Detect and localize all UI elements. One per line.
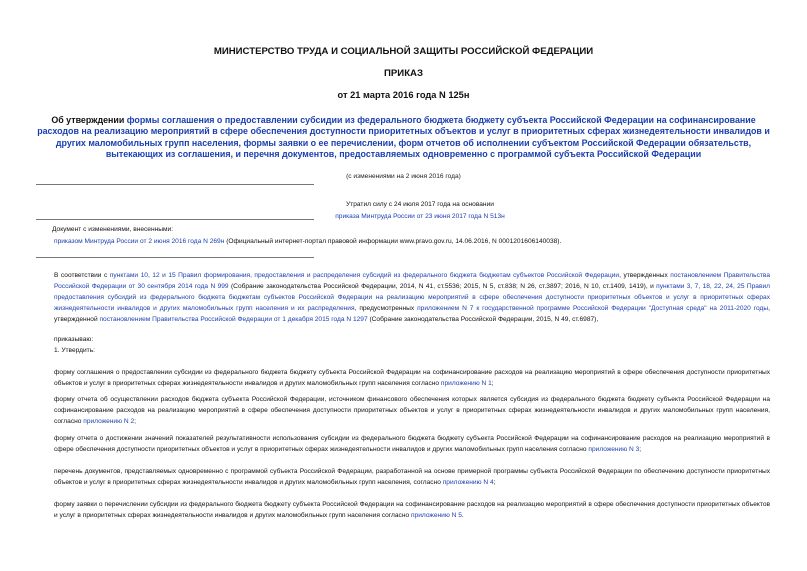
preamble-link[interactable]: пунктами 3, 7, 18, 22, 24, 25 Правил предоставления субсидий из федерального бюджета бюджетам субъектов Российской Федерации на реализацию мероприятий в сфере обеспечения доступности приоритетных объектов и услуг в приоритетных сферах жизнедеятельности инвалидов и других маломобильных групп населения и их распределения [54, 282, 770, 312]
divider-line [36, 257, 314, 258]
preamble-text: , утвержденных [619, 272, 671, 279]
preamble-link[interactable]: постановлением Правительства Российской Федерации от 1 декабря 2015 года N 1297 [99, 315, 368, 323]
appendix-link-5[interactable]: приложению N 5 [410, 511, 462, 519]
appendix-link-4[interactable]: приложению N 4 [442, 478, 494, 486]
order-heading: ПРИКАЗ [384, 68, 423, 79]
list-item: форму отчета о достижении значений показателей результативности использования субсидии из федерального бюджета бюджету субъекта Российской Федерации на софинансирование расходов на реализацию мероприятий в сфере обеспечения доступности приоритетных объектов и услуг в приоритетных сферах жизнедеятельности инвалидов и других маломобильных групп населения согласно приложению N 3; [54, 435, 770, 453]
document-title [36, 115, 771, 161]
divider-line [36, 184, 314, 185]
list-item: перечень документов, представляемых одновременно с программой субъекта Российской Федерации, разработанной на основе примерной программы субъекта Российской Федерации по обеспечению доступности приоритетных объектов и услуг в приоритетных сферах жизнедеятельности инвалидов и других маломобильных групп населения, согласно приложению N 4; [54, 468, 770, 486]
preamble-text: , предусмотренных [354, 304, 418, 312]
appendix-link-1[interactable]: приложению N 1 [440, 379, 492, 387]
preamble-link[interactable]: приложением N 7 к государственной программе Российской Федерации "Доступная среда" на 2011-2020 годы [417, 304, 769, 312]
appendix-link-3[interactable]: приложению N 3 [588, 445, 640, 453]
amendments-block [52, 224, 752, 247]
title-link[interactable]: формы соглашения о предоставлении субсидии из федерального бюджета бюджету субъекта Российской Федерации на софинансирование расходов на реализацию мероприятий в сфере обеспечения доступности приоритетных объектов и услуг в приоритетных сферах жизнедеятельности инвалидов и других маломобильных групп населения, формы заявки о ее перечислении, форм отчетов об исполнении субъектом Российской Федерации обязательств, вытекающих из соглашения, и перечня документов, предоставляемых одновременно с программой субъекта Российской Федерации [37, 115, 770, 160]
edits-note: (с изменениями на 2 июня 2016 года) [346, 173, 461, 180]
ministry-heading: МИНИСТЕРСТВО ТРУДА И СОЦИАЛЬНОЙ ЗАЩИТЫ РОССИЙСКОЙ ФЕДЕРАЦИИ [213, 46, 594, 57]
amendment-source: (Официальный интернет-портал правовой информации www.pravo.gov.ru, 14.06.2016, N 0001201606140038). [224, 237, 562, 245]
lost-force-note [315, 199, 525, 222]
preamble-paragraph [36, 271, 770, 326]
appendix-link-2[interactable]: приложению N 2 [83, 417, 135, 425]
title-prefix: Об утверждении [51, 115, 127, 125]
preamble-link[interactable]: пунктами 10, 12 и 15 Правил формирования, предоставления и распределения субсидий из федерального бюджета бюджетам субъектов Российской Федерации [109, 272, 620, 279]
lost-force-link[interactable]: приказа Минтруда России от 23 июня 2017 года N 513н [335, 212, 505, 220]
preamble-text: В соответствии с [54, 272, 110, 279]
list-item: форму заявки о перечислении субсидии из федерального бюджета бюджету субъекта Российской Федерации на софинансирование расходов на реализацию мероприятий в сфере обеспечения доступности приоритетных объектов и услуг в приоритетных сферах жизнедеятельности инвалидов и других маломобильных групп населения согласно приложению N 5. [54, 501, 770, 519]
lost-force-text: Утратил силу с 24 июля 2017 года на основании [346, 201, 494, 208]
preamble-text: , утвержденной [54, 304, 770, 323]
order-date: от 21 марта 2016 года N 125н [337, 90, 470, 100]
list-item: форму соглашения о предоставлении субсидии из федерального бюджета бюджету субъекта Российской Федерации на софинансирование расходов на реализацию мероприятий в сфере обеспечения доступности приоритетных объектов и услуг в приоритетных сферах жизнедеятельности инвалидов и других маломобильных групп населения согласно приложению N 1; [54, 369, 770, 387]
amendment-link[interactable]: приказом Минтруда России от 2 июня 2016 года N 269н [54, 237, 225, 245]
list-item: форму отчета об осуществлении расходов бюджета субъекта Российской Федерации, источником финансового обеспечения которых является субсидия из федерального бюджета бюджету субъекта Российской Федерации на софинансирование расходов на реализацию мероприятий в сфере обеспечения доступности приоритетных объектов и услуг в приоритетных сферах жизнедеятельности инвалидов и других маломобильных групп населения, согласно приложению N 2; [54, 396, 770, 425]
amendments-label: Документ с изменениями, внесенными: [52, 226, 174, 233]
order-word: приказываю: [54, 336, 94, 343]
preamble-text: (Собрание законодательства Российской Федерации, 2015, N 49, ст.6987), [367, 315, 599, 323]
approve-heading: 1. Утвердить: [54, 347, 95, 354]
divider-line [36, 219, 314, 220]
preamble-text: (Собрание законодательства Российской Федерации, 2014, N 41, ст.5536; 2015, N 5, ст.838; N 26, ст.3897; 2016, N 10, ст.1409, 1419), и [228, 282, 657, 290]
preamble-link[interactable]: постановлением Правительства Российской Федерации от 30 сентября 2014 года N 999 [54, 272, 771, 290]
